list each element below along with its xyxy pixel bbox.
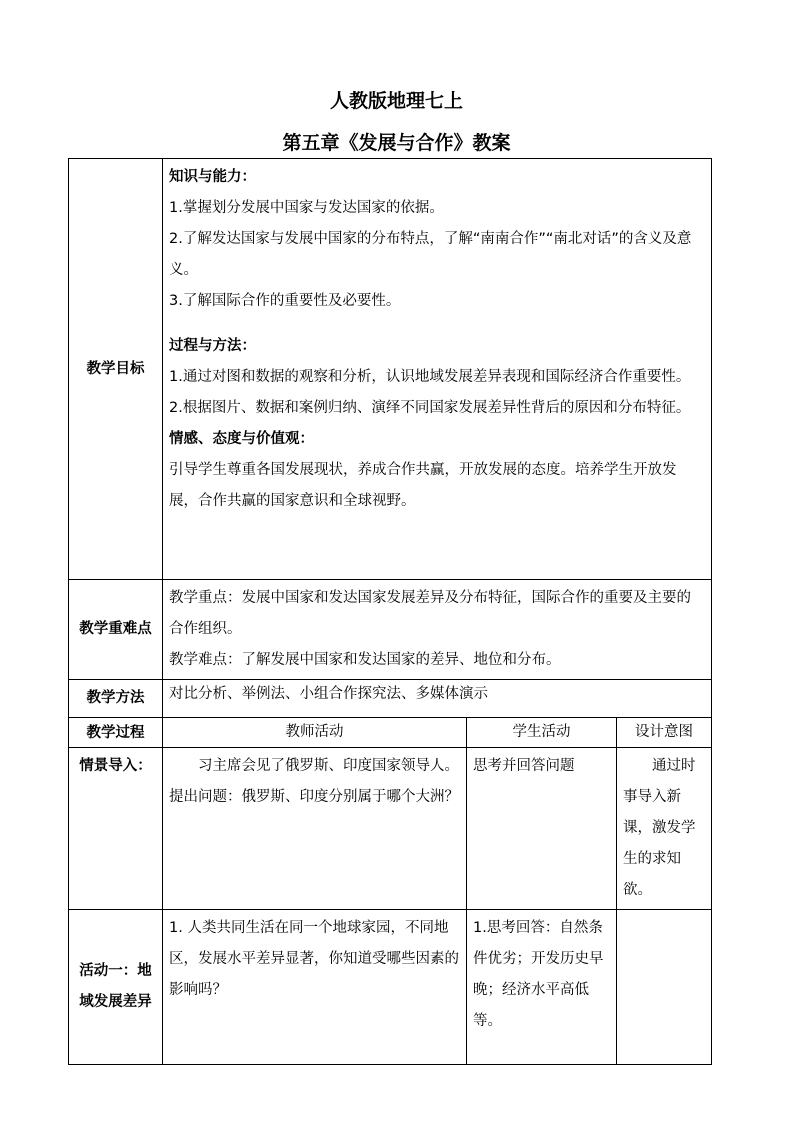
values-text: 引导学生尊重各国发展现状，养成合作共赢，开放发展的态度。培养学生开放发展，合作共赢的国家意识和全球视野。 [169, 462, 677, 509]
header-intent: 设计意图 [617, 718, 712, 748]
stage-label: 情景导入： [69, 748, 163, 910]
design-intent: 通过时事导入新课，激发学生的求知欲。 [617, 748, 712, 910]
key-points-row [69, 580, 712, 680]
methods-text: 对比分析、举例法、小组合作探究法、多媒体演示 [163, 680, 712, 718]
process-header-row [69, 718, 712, 748]
objectives-label: 教学目标 [69, 159, 163, 580]
process-row [69, 910, 712, 1065]
design-intent [617, 910, 712, 1065]
knowledge-item: 3.了解国际合作的重要性及必要性。 [169, 293, 401, 309]
knowledge-item: 2.了解发达国家与发展中国家的分布特点，了解“南南合作”“南北对话”的含义及意义。 [169, 231, 692, 278]
document-title: 人教版地理七上 [329, 90, 463, 112]
document-subtitle: 第五章《发展与合作》教案 [282, 132, 511, 154]
process-item: 1.通过对图和数据的观察和分析，认识地域发展差异表现和国际经济合作重要性。 [169, 369, 691, 385]
student-activity: 1.思考回答：自然条件优劣；开发历史早晚；经济水平高低等。 [467, 910, 617, 1065]
student-activity: 思考并回答问题 [467, 748, 617, 910]
process-item: 2.根据图片、数据和案例归纳、演绎不同国家发展差异性背后的原因和分布特征。 [169, 400, 691, 416]
lesson-plan-table [68, 158, 712, 1065]
key-difficulty: 教学难点：了解发展中国家和发达国家的差异、地位和分布。 [169, 652, 561, 668]
objectives-content [163, 159, 712, 580]
objectives-row [69, 159, 712, 580]
header-student: 学生活动 [467, 718, 617, 748]
process-heading: 过程与方法： [169, 338, 256, 354]
teacher-activity: 1. 人类共同生活在同一个地球家园，不同地区，发展水平差异显著，你知道受哪些因素的影响吗？ [163, 910, 467, 1065]
methods-label: 教学方法 [69, 680, 163, 718]
methods-row [69, 680, 712, 718]
key-focus: 教学重点：发展中国家和发达国家发展差异及分布特征，国际合作的重要及主要的合作组织。 [169, 590, 691, 637]
process-row [69, 748, 712, 910]
teacher-activity: 习主席会见了俄罗斯、印度国家领导人。提出问题：俄罗斯、印度分别属于哪个大洲？ [163, 748, 467, 910]
knowledge-heading: 知识与能力： [169, 169, 256, 185]
stage-label: 活动一：地域发展差异 [69, 910, 163, 1065]
key-points-content [163, 580, 712, 680]
knowledge-item: 1.掌握划分发展中国家与发达国家的依据。 [169, 200, 444, 216]
header-process: 教学过程 [69, 718, 163, 748]
key-points-label: 教学重难点 [69, 580, 163, 680]
header-teacher: 教师活动 [163, 718, 467, 748]
values-heading: 情感、态度与价值观： [169, 431, 314, 447]
